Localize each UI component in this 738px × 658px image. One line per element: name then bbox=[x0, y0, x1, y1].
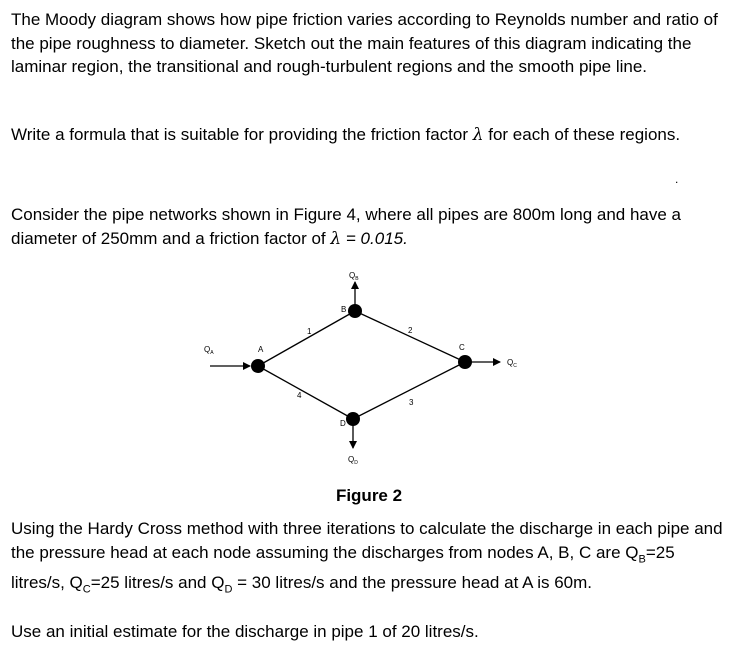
flow-label-qb-sub: B bbox=[355, 276, 359, 282]
flow-label-qa bbox=[204, 345, 214, 356]
formula-text-after: for each of these regions. bbox=[488, 125, 681, 144]
hc-sub-c: C bbox=[82, 583, 91, 596]
initial-estimate-paragraph: Use an initial estimate for the discharge in pipe 1 of 20 litres/s. bbox=[11, 622, 479, 641]
flow-label-qa-sub: A bbox=[210, 350, 214, 356]
flow-label-qd-q: Q bbox=[348, 455, 355, 464]
hc-sub-b: B bbox=[638, 552, 646, 565]
node-c bbox=[458, 355, 472, 369]
hc-text-c: =25 litres/s and Q bbox=[90, 573, 225, 593]
node-a bbox=[251, 359, 265, 373]
formula-text-before: Write a formula that is suitable for providing the friction factor bbox=[11, 125, 468, 144]
moody-paragraph: The Moody diagram shows how pipe friction varies according to Reynolds number and ratio of the pipe roughness to diameter. Sketch out the main features of this diagram indicating the laminar region, the transitional and rough-turbulent regions and the smooth pipe line. bbox=[11, 10, 718, 76]
friction-value: = 0.015. bbox=[345, 228, 408, 248]
network-paragraph bbox=[11, 203, 729, 251]
pipe-label-2: 2 bbox=[408, 326, 413, 335]
flow-label-qc-q: Q bbox=[507, 358, 514, 367]
pipe-network-figure bbox=[180, 262, 540, 477]
flow-label-qd bbox=[348, 455, 358, 466]
pipe-1 bbox=[258, 311, 355, 366]
stray-mark: . bbox=[675, 172, 679, 186]
hardy-cross-paragraph bbox=[11, 517, 729, 602]
pipe-3 bbox=[353, 362, 465, 419]
node-label-d: D bbox=[340, 419, 346, 428]
hc-sub-d: D bbox=[224, 583, 233, 596]
pipe-label-3: 3 bbox=[409, 398, 414, 407]
flow-label-qb bbox=[349, 271, 359, 282]
node-b bbox=[348, 304, 362, 318]
flow-label-qc-sub: C bbox=[513, 363, 517, 369]
pipe-2 bbox=[355, 311, 465, 362]
formula-paragraph bbox=[11, 123, 729, 148]
hc-text-b: =25 litres/s, Q bbox=[11, 542, 675, 593]
flow-label-qb-q: Q bbox=[349, 271, 356, 280]
pipe-label-4: 4 bbox=[297, 391, 302, 400]
network-text: Consider the pipe networks shown in Figure 4, where all pipes are 800m long and have a diameter of 250mm and a friction factor of bbox=[11, 205, 682, 248]
lambda-symbol-2: λ bbox=[330, 228, 342, 249]
pipe-label-1: 1 bbox=[307, 327, 312, 336]
node-label-c: C bbox=[459, 343, 465, 352]
node-label-a: A bbox=[258, 345, 264, 354]
figure-caption: Figure 2 bbox=[335, 486, 403, 505]
hc-text-d: = 30 litres/s and the pressure head at A is 60m. bbox=[232, 573, 592, 593]
lambda-symbol: λ bbox=[472, 125, 484, 145]
node-label-b: B bbox=[341, 305, 347, 314]
flow-label-qc bbox=[507, 358, 517, 369]
pipe-4 bbox=[258, 366, 353, 419]
flow-label-qa-q: Q bbox=[204, 345, 211, 354]
node-d bbox=[346, 412, 360, 426]
flow-label-qd-sub: D bbox=[354, 460, 358, 466]
hc-text-a: Using the Hardy Cross method with three iterations to calculate the discharge in each pipe and the pressure head at each node assuming the discharges from nodes A, B, C are Q bbox=[11, 519, 723, 562]
